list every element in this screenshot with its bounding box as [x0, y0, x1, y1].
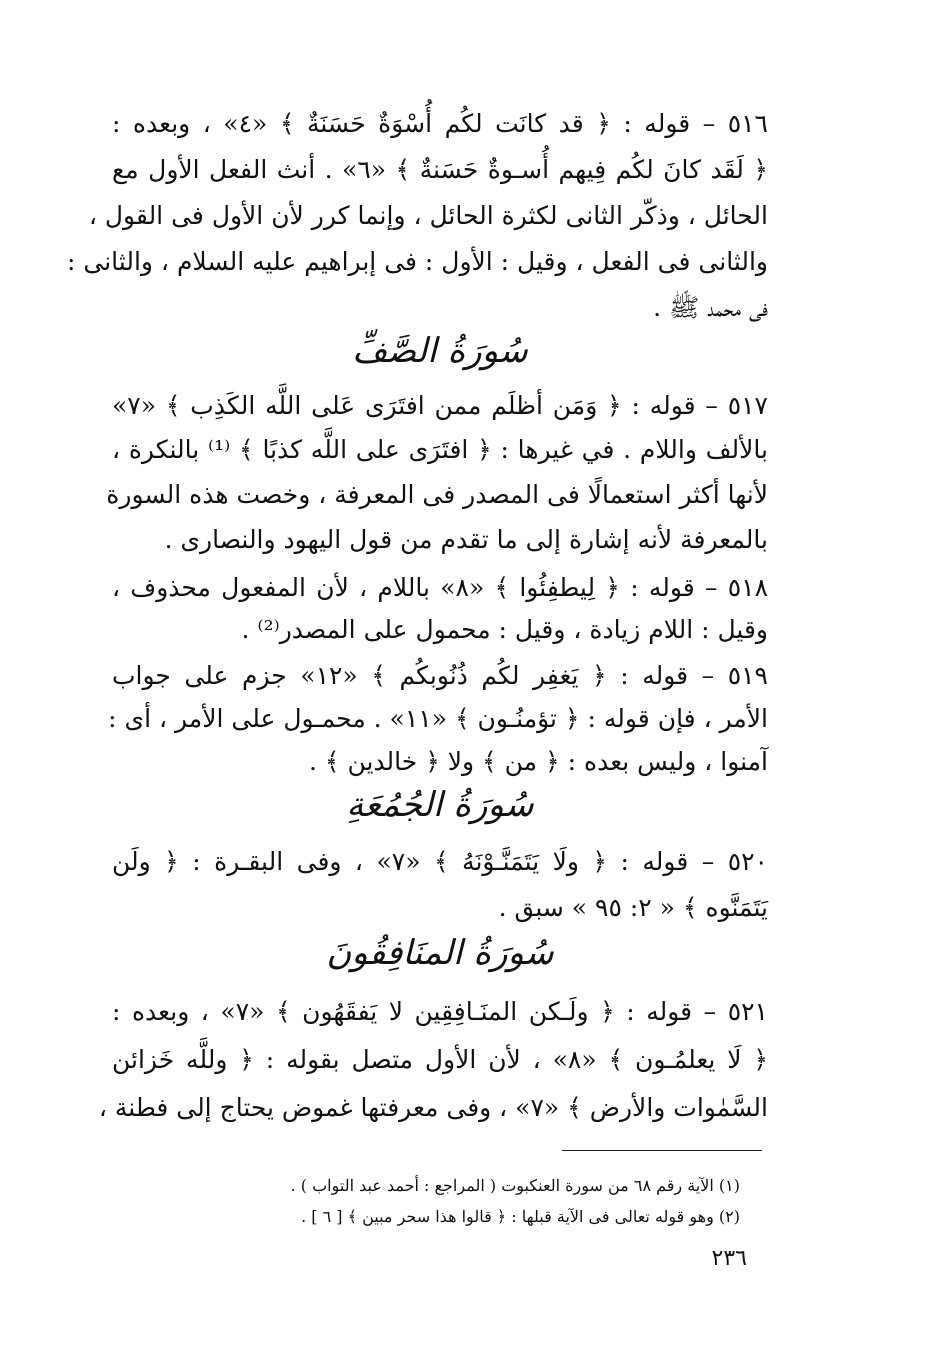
surah-heading-munafiqun: سُورَةُ المنَافِقُونَ	[326, 933, 554, 973]
text-line: وقيل : اللام زيادة ، وقيل : محمول على المصدر⁽²⁾ .	[241, 615, 768, 644]
text-line: بالألف واللام . في غيرها : ﴿ افتَرَى على اللَّه كذبًا ﴾ ⁽¹⁾ بالنكرة ،	[112, 435, 768, 464]
text-line: ﴿ لَا يعلمُـون ﴾ «٨» ، لأن الأول متصل بقوله : ﴿ وللَّه خَزائن	[112, 1045, 769, 1074]
text-line: ٥٢٠ – قوله : ﴿ ولَا يَتَمَنَّـوْنَهُ ﴾ «٧» ، وفى البقـرة : ﴿ ولَن	[112, 847, 768, 876]
text-line: يَتَمَنَّوه ﴾ « ٢: ٩٥ » سبق .	[498, 893, 768, 922]
page-number: ٢٣٦	[711, 1246, 747, 1271]
text-line: ﴿ لَقَد كانَ لكُم فِيهم أُسـوةٌ حَسَنةٌ ﴾ «٦» . أنث الفعل الأول مع	[112, 155, 768, 184]
text-line: لأنها أكثر استعمالًا فى المصدر فى المعرفة ، وخصت هذه السورة	[106, 480, 768, 509]
text-line: ٥١٩ – قوله : ﴿ يَغفِر لكُم ذُنُوبكُم ﴾ «١٢» جزم على جواب	[112, 661, 768, 690]
text-line: ٥٢١ – قوله : ﴿ ولَـكن المنَـافِقِين لا يَفقَهُون ﴾ «٧» ، وبعده :	[112, 997, 768, 1026]
text-line: السَّمٰوات والأرض ﴾ «٧» ، وفى معرفتها غموض يحتاج إلى فطنة ،	[98, 1093, 768, 1122]
surah-heading-saff: سُورَةُ الصَّفِّ	[352, 331, 528, 371]
footnote-separator	[562, 1150, 762, 1151]
text-line: آمنوا ، وليس بعده : ﴿ من ﴾ ولا ﴿ خالدين ﴾ .	[308, 747, 768, 776]
text-column	[67, 0, 769, 1356]
text-line: والثانى فى الفعل ، وقيل : الأول : فى إبراهيم عليه السلام ، والثانى :	[67, 247, 768, 276]
text-line: الحائل ، وذكّر الثانى لكثرة الحائل ، وإنما كرر لأن الأول فى القول ،	[88, 201, 768, 230]
text-line: بالمعرفة لأنه إشارة إلى ما تقدم من قول اليهود والنصارى .	[164, 525, 768, 554]
text-line: ٥١٦ – قوله : ﴿ قد كانَت لكُم أُسْوَةٌ حَسَنَةٌ ﴾ «٤» ، وبعده :	[112, 109, 768, 138]
surah-heading-jumuah: سُورَةُ الجُمُعَةِ	[346, 785, 534, 825]
text-line: الأمر ، فإن قوله : ﴿ تؤمنُـون ﴾ «١١» . محمـول على الأمر ، أى :	[108, 704, 768, 733]
text-line: فى محمد ﷺ .	[653, 293, 768, 322]
text-line: ٥١٨ – قوله : ﴿ لِيطفِئُوا ﴾ «٨» باللام ، لأن المفعول محذوف ،	[112, 573, 769, 602]
footnote-2: (٢) وهو قوله تعالى فى الآية قبلها : ﴿ قالوا هذا سحر مبين ﴾ [ ٦ ] .	[301, 1207, 740, 1226]
footnote-1: (١) الآية رقم ٦٨ من سورة العنكبوت ( المراجع : أحمد عبد التواب ) .	[290, 1176, 740, 1195]
text-line: ٥١٧ – قوله : ﴿ وَمَن أظلَم ممن افتَرَى عَلى اللَّه الكَذِب ﴾ «٧»	[112, 391, 768, 420]
